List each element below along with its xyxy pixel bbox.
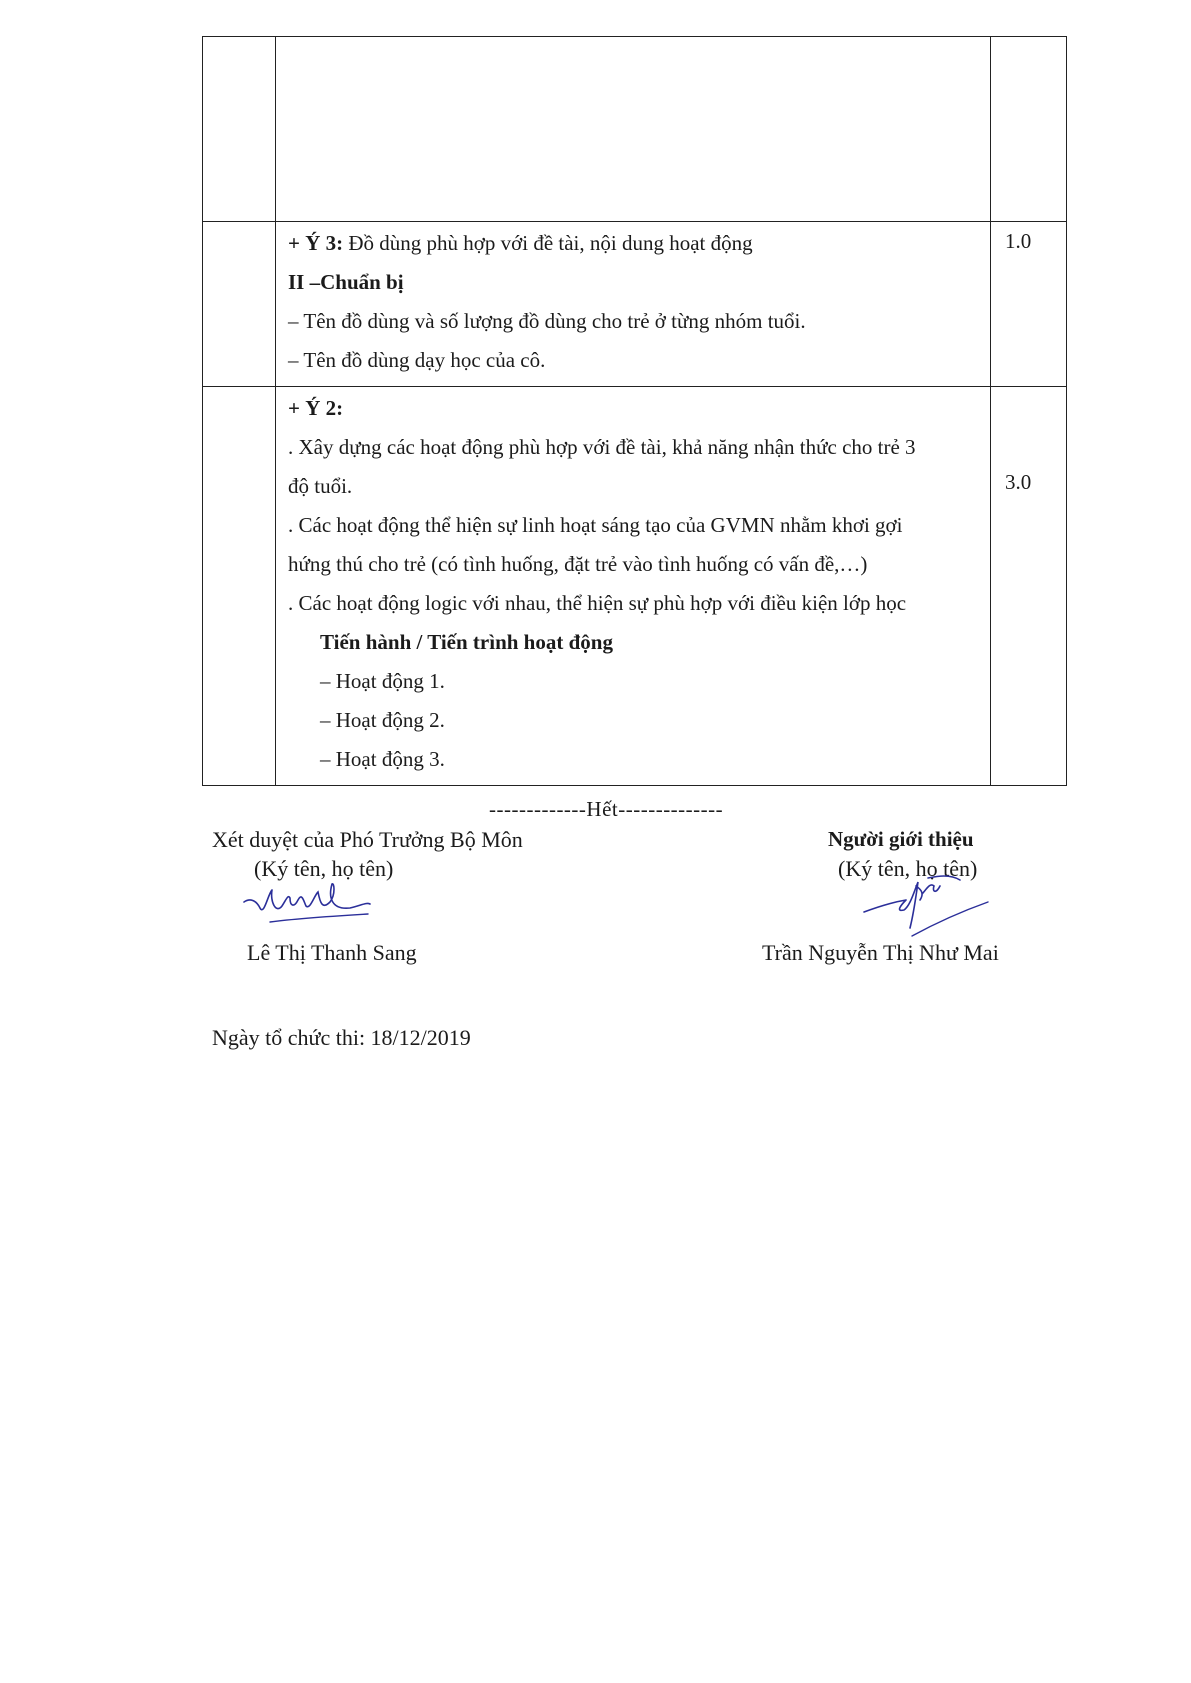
table-row bbox=[203, 37, 1067, 222]
list-item: . Các hoạt động logic với nhau, thể hiện sự phù hợp với điều kiện lớp học bbox=[288, 591, 907, 615]
criteria-cell bbox=[276, 37, 991, 222]
list-item: – Hoạt động 3. bbox=[320, 747, 445, 771]
left-signatory-name: Lê Thị Thanh Sang bbox=[247, 940, 417, 965]
list-item: hứng thú cho trẻ (có tình huống, đặt trẻ vào tình huống có vấn đề,…) bbox=[288, 552, 868, 576]
left-signatory-subtitle: (Ký tên, họ tên) bbox=[254, 856, 394, 881]
right-signatory-subtitle: (Ký tên, họ tên) bbox=[838, 856, 978, 881]
right-signature-image bbox=[860, 872, 1000, 947]
criteria-cell bbox=[276, 387, 991, 786]
section-heading-chuan-bi: II –Chuẩn bị bbox=[288, 270, 404, 294]
criterion-y3 bbox=[288, 224, 978, 263]
right-signatory-name: Trần Nguyễn Thị Như Mai bbox=[762, 940, 999, 965]
criterion-y2-label: + Ý 2: bbox=[288, 396, 344, 420]
list-item: . Các hoạt động thể hiện sự linh hoạt sáng tạo của GVMN nhằm khơi gợi bbox=[288, 513, 903, 537]
list-item: độ tuổi. bbox=[288, 474, 353, 498]
list-item: – Tên đồ dùng dạy học của cô. bbox=[288, 348, 546, 372]
list-item: – Tên đồ dùng và số lượng đồ dùng cho trẻ ở từng nhóm tuổi. bbox=[288, 309, 806, 333]
criteria-cell bbox=[276, 222, 991, 387]
list-item: – Hoạt động 2. bbox=[320, 708, 445, 732]
table-row bbox=[203, 222, 1067, 387]
score-value: 1.0 bbox=[1005, 229, 1032, 253]
list-item: . Xây dựng các hoạt động phù hợp với đề tài, khả năng nhận thức cho trẻ 3 bbox=[288, 435, 916, 459]
right-signatory-title: Người giới thiệu bbox=[828, 827, 974, 851]
row-number-cell bbox=[203, 37, 276, 222]
row-number-cell bbox=[203, 222, 276, 387]
score-cell bbox=[991, 37, 1067, 222]
row-number-cell bbox=[203, 387, 276, 786]
left-signatory-title: Xét duyệt của Phó Trưởng Bộ Môn bbox=[212, 827, 523, 852]
criterion-y3-label: + Ý 3: bbox=[288, 231, 344, 255]
end-separator: -------------Hết-------------- bbox=[489, 797, 724, 821]
grading-table bbox=[202, 36, 1067, 786]
score-value: 3.0 bbox=[1005, 470, 1032, 494]
exam-date: Ngày tổ chức thi: 18/12/2019 bbox=[212, 1025, 471, 1050]
score-cell bbox=[991, 222, 1067, 387]
list-item: – Hoạt động 1. bbox=[320, 669, 445, 693]
table-row bbox=[203, 387, 1067, 786]
section-heading-tien-hanh: Tiến hành / Tiến trình hoạt động bbox=[320, 630, 613, 654]
left-signature-image bbox=[240, 880, 390, 935]
criterion-y3-text: Đồ dùng phù hợp với đề tài, nội dung hoạt động bbox=[343, 231, 753, 255]
score-cell bbox=[991, 387, 1067, 786]
